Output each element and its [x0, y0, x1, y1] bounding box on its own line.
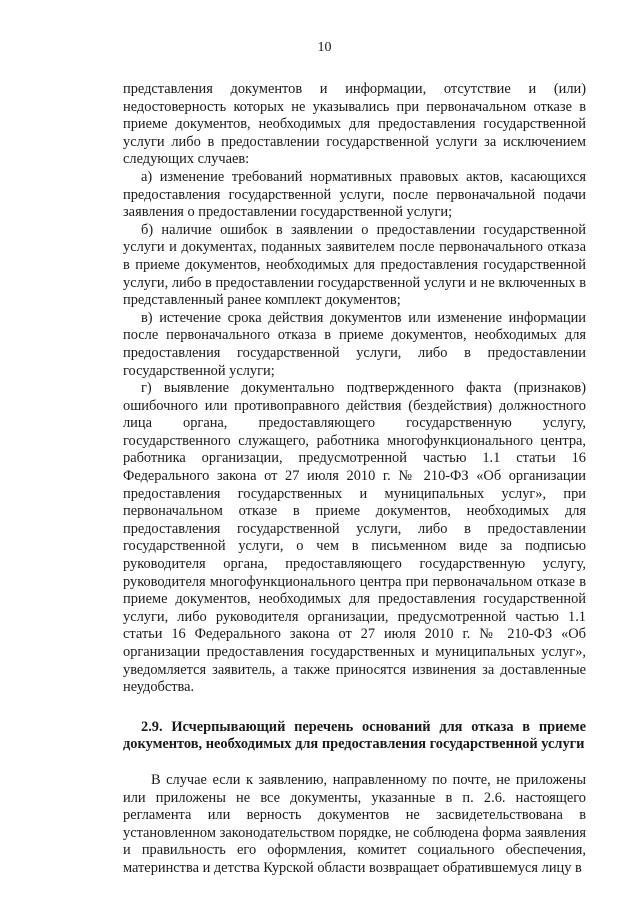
list-item-b: б) наличие ошибок в заявлении о предоставлении государственной услуги и документах, поданных заявителем после первоначального отказа в приеме документов, необходимых для предоставления государственной услуги, либо в предоставлении государственной услуги и не включенных в представленный ранее комплект документов; — [123, 221, 586, 309]
list-item-a: а) изменение требований нормативных правовых актов, касающихся предоставления государственной услуги, после первоначальной подачи заявления о предоставлении государственной услуги; — [123, 168, 586, 221]
section-heading: 2.9. Исчерпывающий перечень оснований для отказа в приеме документов, необходимых для предоставления государственной услуги — [123, 718, 586, 753]
intro-paragraph: представления документов и информации, отсутствие и (или) недостоверность которых не указывались при первоначальном отказе в приеме документов, необходимых для предоставления государственной услуги либо в предоставлении государственной услуги за исключением следующих случаев: — [123, 81, 586, 168]
page-number: 10 — [317, 40, 332, 55]
list-item-d: г) выявление документально подтвержденного факта (признаков) ошибочного или противоправного действия (бездействия) должностного лица органа, предоставляющего государственную услугу, государственного служащего, работника многофункционального центра, работника организации, предусмотренной частью 1.1 статьи 16 Федерального закона от 27 июля 2010 г. № 210-ФЗ «Об организации предоставления государственных и муниципальных услуг», при первоначальном отказе в приеме документов, необходимых для предоставления государственной услуги, либо в предоставлении государственной услуги, о чем в письменном виде за подписью руководителя органа, предоставляющего государственную услугу, руководителя многофункционального центра при первоначальном отказе в приеме документов, необходимых для предоставления государственной услуги, либо руководителя организации, предусмотренной частью 1.1 статьи 16 Федерального закона от 27 июля 2010 г. № 210-ФЗ «Об организации предоставления государственных и муниципальных услуг», уведомляется заявитель, а также приносятся извинения за доставленные неудобства. — [123, 380, 586, 696]
section-body-paragraph: В случае если к заявлению, направленному по почте, не приложены или приложены не все документы, указанные в п. 2.6. настоящего регламента или верность документов не засвидетельствована в установленном законодательством порядке, не соблюдена форма заявления и правильность его оформления, комитет социального обеспечения, материнства и детства Курской области возвращает обратившемуся лицу в — [123, 771, 586, 876]
list-item-c: в) истечение срока действия документов или изменение информации после первоначального отказа в приеме документов, необходимых для предоставления государственной услуги, либо в предоставлении государственной услуги; — [123, 309, 586, 379]
